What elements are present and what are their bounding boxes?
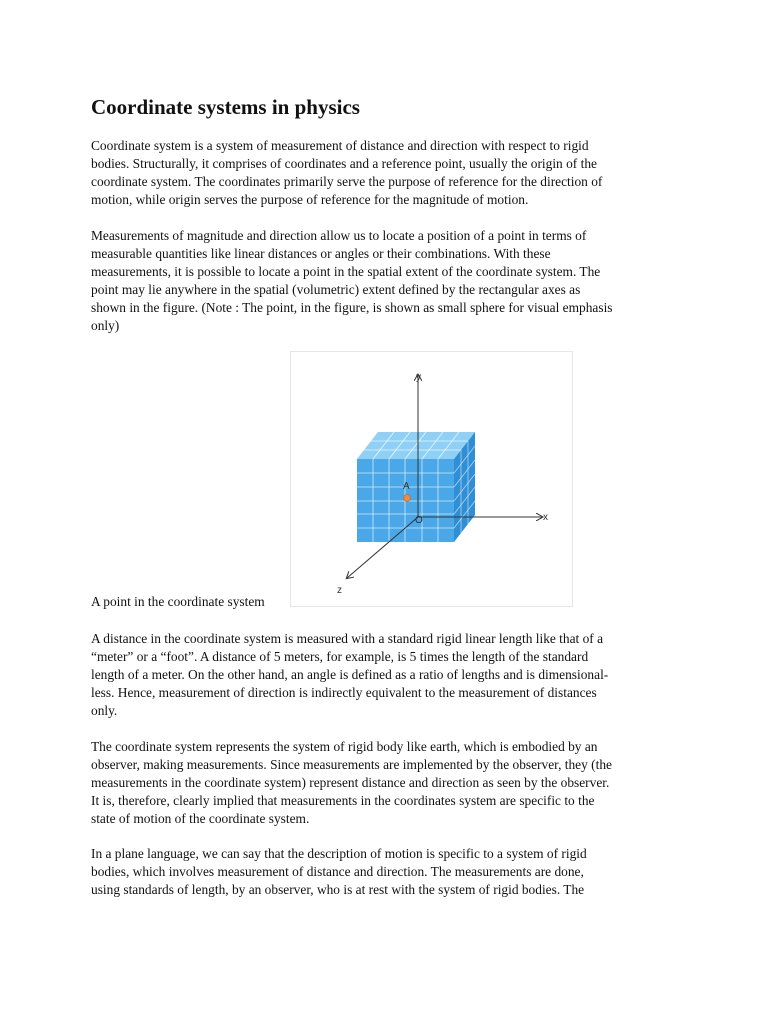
text-line: In a plane language, we can say that the description of motion is specific to a system of rigid	[91, 846, 587, 861]
coordinate-system-figure	[290, 351, 573, 607]
text-line: only.	[91, 703, 118, 719]
coordinate-diagram	[291, 352, 574, 608]
paragraph-5	[91, 845, 681, 899]
text-line: Coordinate system is a system of measurement of distance and direction with respect to rigid	[91, 138, 589, 153]
text-line: less. Hence, measurement of direction is indirectly equivalent to the measurement of distances	[91, 685, 597, 701]
text-line: shown in the figure. (Note : The point, in the figure, is shown as small sphere for visual emphasis	[91, 300, 613, 316]
text-line: point may lie anywhere in the spatial (volumetric) extent defined by the rectangular axes as	[91, 282, 581, 298]
origin-label: O	[415, 515, 423, 526]
text-line: motion, while origin serves the purpose of reference for the magnitude of motion.	[91, 192, 529, 208]
text-line: only)	[91, 318, 120, 334]
text-line: measurable quantities like linear distances or angles or their combinations. With these	[91, 246, 551, 262]
text-line: bodies. Structurally, it comprises of coordinates and a reference point, usually the origin of the	[91, 156, 597, 172]
text-line: coordinate system. The coordinates primarily serve the purpose of reference for the direction of	[91, 174, 603, 190]
point-a-sphere	[404, 495, 411, 502]
text-line: observer, making measurements. Since measurements are implemented by the observer, they (the	[91, 757, 612, 773]
paragraph-4	[91, 738, 681, 828]
text-line: measurements, it is possible to locate a point in the spatial extent of the coordinate system. The	[91, 264, 601, 280]
paragraph-1	[91, 137, 681, 209]
text-line: length of a meter. On the other hand, an angle is defined as a ratio of lengths and is dimensional-	[91, 667, 609, 683]
paragraph-2	[91, 227, 681, 336]
text-line: It is, therefore, clearly implied that measurements in the coordinates system are specific to the	[91, 793, 595, 809]
text-line: The coordinate system represents the system of rigid body like earth, which is embodied by an	[91, 739, 598, 754]
text-line: state of motion of the coordinate system.	[91, 811, 310, 827]
page-title: Coordinate systems in physics	[91, 95, 360, 119]
paragraph-3	[91, 630, 681, 720]
figure-row	[91, 350, 681, 610]
z-axis-label: z	[337, 585, 342, 596]
text-line: “meter” or a “foot”. A distance of 5 meters, for example, is 5 times the length of the standard	[91, 649, 589, 665]
point-a-label: A	[403, 481, 410, 492]
text-line: measurements in the coordinate system) represent distance and direction as seen by the observer.	[91, 775, 610, 791]
x-axis-label: x	[543, 512, 548, 523]
text-line: bodies, which involves measurement of distance and direction. The measurements are done,	[91, 864, 584, 880]
text-line: Measurements of magnitude and direction allow us to locate a position of a point in terms of	[91, 228, 587, 243]
y-axis-label: y	[416, 372, 421, 383]
text-line: using standards of length, by an observer, who is at rest with the system of rigid bodies. The	[91, 882, 585, 898]
figure-caption: A point in the coordinate system	[91, 594, 265, 609]
text-line: A distance in the coordinate system is measured with a standard rigid linear length like that of a	[91, 631, 604, 646]
